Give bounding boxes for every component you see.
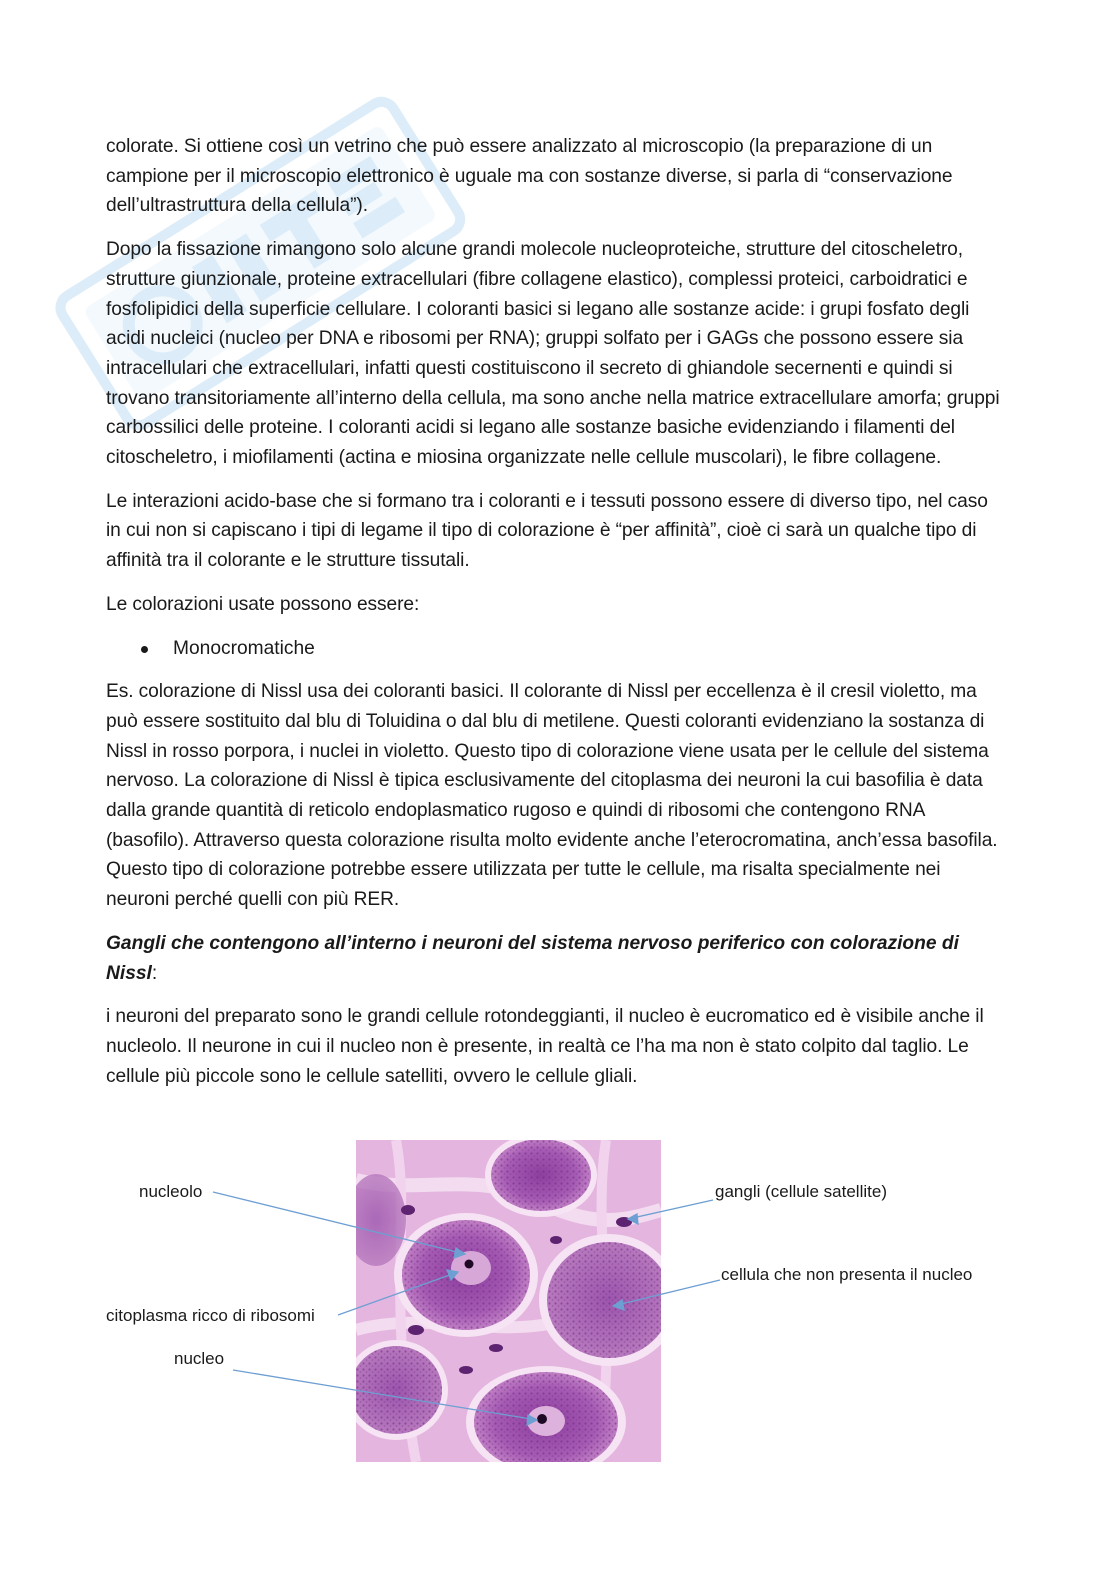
paragraph-5: Es. colorazione di Nissl usa dei coloranti basici. Il colorante di Nissl per eccellenza è il cresil violetto, ma può essere sostituito dal blu di Toluidina o dal blu di metilene. Questi coloranti evidenziano la sostanza di Nissl in rosso porpora, i nuclei in violetto. Questo tipo di colorazione viene usata per le cellule del sistema nervoso. La colorazione di Nissl è tipica esclusivamente del citoplasma dei neuroni la cui basofilia è data dalla grande quantità di reticolo endoplasmatico rugoso e quindi di ribosomi che contengono RNA (basofilo). Attraverso questa colorazione risulta molto evidente anche l’eterocromatina, anch’essa basofila. Questo tipo di colorazione potrebbe essere utilizzata per tutte le cellule, ma risalta specialmente nei neuroni perché quelli con più RER.: [106, 681, 998, 911]
list-item-text: Monocromatiche: [173, 637, 315, 659]
label-cellula-senza-nucleo: cellula che non presenta il nucleo: [721, 1265, 973, 1284]
label-citoplasma: citoplasma ricco di ribosomi: [106, 1306, 315, 1325]
micrograph-image: [356, 1140, 661, 1462]
section-heading-colon: :: [151, 962, 158, 984]
section-heading-text: Gangli che contengono all’interno i neuroni del sistema nervoso periferico con colorazione di Nissl: [106, 932, 959, 984]
list-item: [106, 634, 1006, 664]
document-body: [106, 132, 1006, 1105]
label-gangli: gangli (cellule satellite): [715, 1182, 887, 1201]
paragraph-1: colorate. Si ottiene così un vetrino che può essere analizzato al microscopio (la preparazione di un campione per il microscopio elettronico è uguale ma con sostanze diverse, si parla di “conservazione dell’ultrastruttura della cellula”).: [106, 136, 953, 217]
paragraph-2: Dopo la fissazione rimangono solo alcune grandi molecole nucleoproteiche, strutture del citoscheletro, strutture giunzionale, proteine extracellulari (fibre collagene elastico), complessi proteici, carboidratici e fosfolipidici della superficie cellulare. I coloranti basici si legano alle sostanze acide: i grupi fosfato degli acidi nucleici (nucleo per DNA e ribosomi per RNA); gruppi solfato per i GAGs che possono essere sia intracellulari che extracellulari, infatti questi costituiscono il secreto di ghiandole secernenti e quindi si trovano transitoriamente all’interno della cellula, ma sono anche nella matrice extracellulare amorfa; gruppi carbossilici delle proteine. I coloranti acidi si legano alle sostanze basiche evidenziando i filamenti del citoscheletro, i miofilamenti (actina e miosina organizzate nelle cellule muscolari), le fibre collagene.: [106, 239, 1000, 469]
paragraph-6: i neuroni del preparato sono le grandi cellule rotondeggianti, il nucleo è eucromatico ed è visibile anche il nucleolo. Il neurone in cui il nucleo non è presente, in realtà ce l’ha ma non è stato colpito dal taglio. Le cellule più piccole sono le cellule satelliti, ovvero le cellule gliali.: [106, 1006, 984, 1087]
paragraph-4: Le colorazioni usate possono essere:: [106, 593, 420, 615]
label-nucleo: nucleo: [174, 1349, 225, 1368]
bullet-icon: [141, 646, 148, 653]
micrograph-figure: [0, 1130, 1116, 1470]
section-heading: [106, 929, 1006, 988]
paragraph-3: Le interazioni acido-base che si formano tra i coloranti e i tessuti possono essere di diverso tipo, nel caso in cui non si capiscano i tipi di legame il tipo di colorazione è “per affinità”, cioè ci sarà un qualche tipo di affinità tra il colorante e le strutture tissutali.: [106, 490, 988, 572]
label-nucleolo: nucleolo: [139, 1182, 203, 1201]
